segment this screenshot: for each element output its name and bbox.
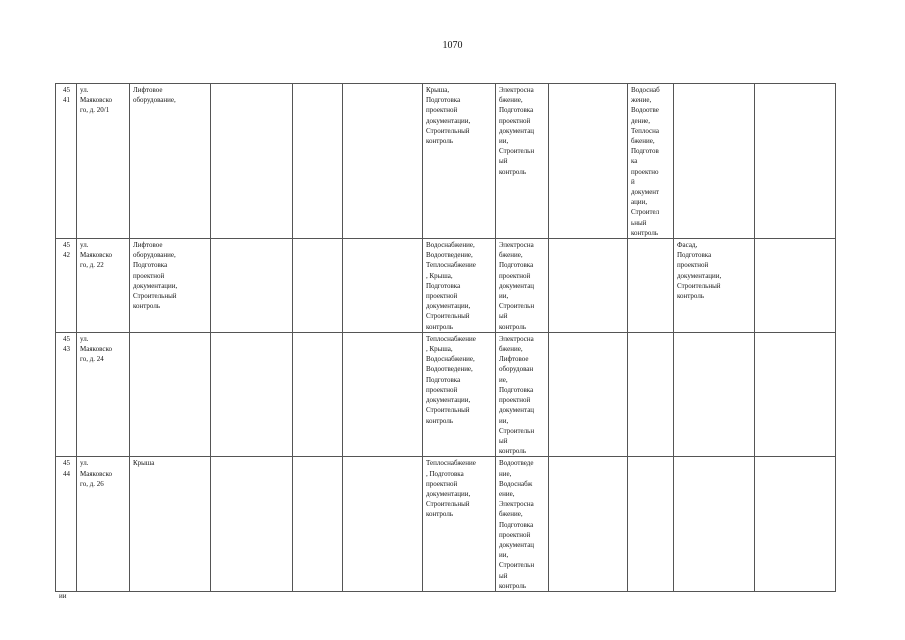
address-cell: ул. Маяковско го, д. 24 (77, 332, 130, 456)
row-number: 45 44 (56, 457, 77, 592)
works-cell (293, 84, 343, 239)
works-cell (755, 332, 836, 456)
works-cell (628, 332, 674, 456)
row-number: 45 43 (56, 332, 77, 456)
works-cell (211, 84, 293, 239)
works-cell (674, 457, 755, 592)
works-cell: Крыша, Подготовка проектной документации, Строительный контроль (423, 84, 496, 239)
works-cell: Теплоснабжение , Подготовка проектной документации, Строительный контроль (423, 457, 496, 592)
works-cell (211, 239, 293, 333)
repair-schedule-table (55, 83, 836, 592)
works-cell: Теплоснабжение , Крыша, Водоснабжение, Водоотведение, Подготовка проектной документации, Строительный контроль (423, 332, 496, 456)
works-cell (211, 457, 293, 592)
table-row (56, 457, 836, 592)
row-number: 45 41 (56, 84, 77, 239)
works-cell (549, 332, 628, 456)
works-cell (674, 332, 755, 456)
footer-mark: ии (59, 592, 67, 600)
works-cell (674, 84, 755, 239)
address-cell: ул. Маяковско го, д. 20/1 (77, 84, 130, 239)
address-cell: ул. Маяковско го, д. 26 (77, 457, 130, 592)
works-cell: Лифтовое оборудование, (130, 84, 211, 239)
works-cell: Крыша (130, 457, 211, 592)
works-cell: Электросна бжение, Подготовка проектной документац ии, Строительн ый контроль (496, 84, 549, 239)
works-cell (549, 84, 628, 239)
works-cell (549, 457, 628, 592)
works-cell (293, 239, 343, 333)
works-cell: Электросна бжение, Подготовка проектной документац ии, Строительн ый контроль (496, 239, 549, 333)
works-cell: Водоснабжение, Водоотведение, Теплоснабжение , Крыша, Подготовка проектной документации, Строительный контроль (423, 239, 496, 333)
works-cell (755, 239, 836, 333)
works-cell: Фасад, Подготовка проектной документации, Строительный контроль (674, 239, 755, 333)
table-row (56, 332, 836, 456)
works-cell (293, 457, 343, 592)
works-cell (628, 457, 674, 592)
works-cell: Электросна бжение, Лифтовое оборудован ие, Подготовка проектной документац ии, Строительн ый контроль (496, 332, 549, 456)
works-cell: Лифтовое оборудование, Подготовка проектной документации, Строительный контроль (130, 239, 211, 333)
works-cell (755, 84, 836, 239)
works-cell: Водоотведе ние, Водоснабж ение, Электросна бжение, Подготовка проектной документац ии, Строительн ый контроль (496, 457, 549, 592)
works-cell (343, 84, 423, 239)
table-row (56, 84, 836, 239)
page-number: 1070 (442, 40, 463, 51)
address-cell: ул. Маяковско го, д. 22 (77, 239, 130, 333)
works-cell (549, 239, 628, 333)
works-cell (211, 332, 293, 456)
works-cell (628, 239, 674, 333)
works-cell (755, 457, 836, 592)
works-cell (130, 332, 211, 456)
works-cell (343, 457, 423, 592)
works-cell (343, 239, 423, 333)
works-cell (293, 332, 343, 456)
row-number: 45 42 (56, 239, 77, 333)
works-cell: Водоснаб жение, Водоотве дение, Теплосна бжение, Подготов ка проектно й документ ации, Строител ьный контроль (628, 84, 674, 239)
works-cell (343, 332, 423, 456)
table-row (56, 239, 836, 333)
